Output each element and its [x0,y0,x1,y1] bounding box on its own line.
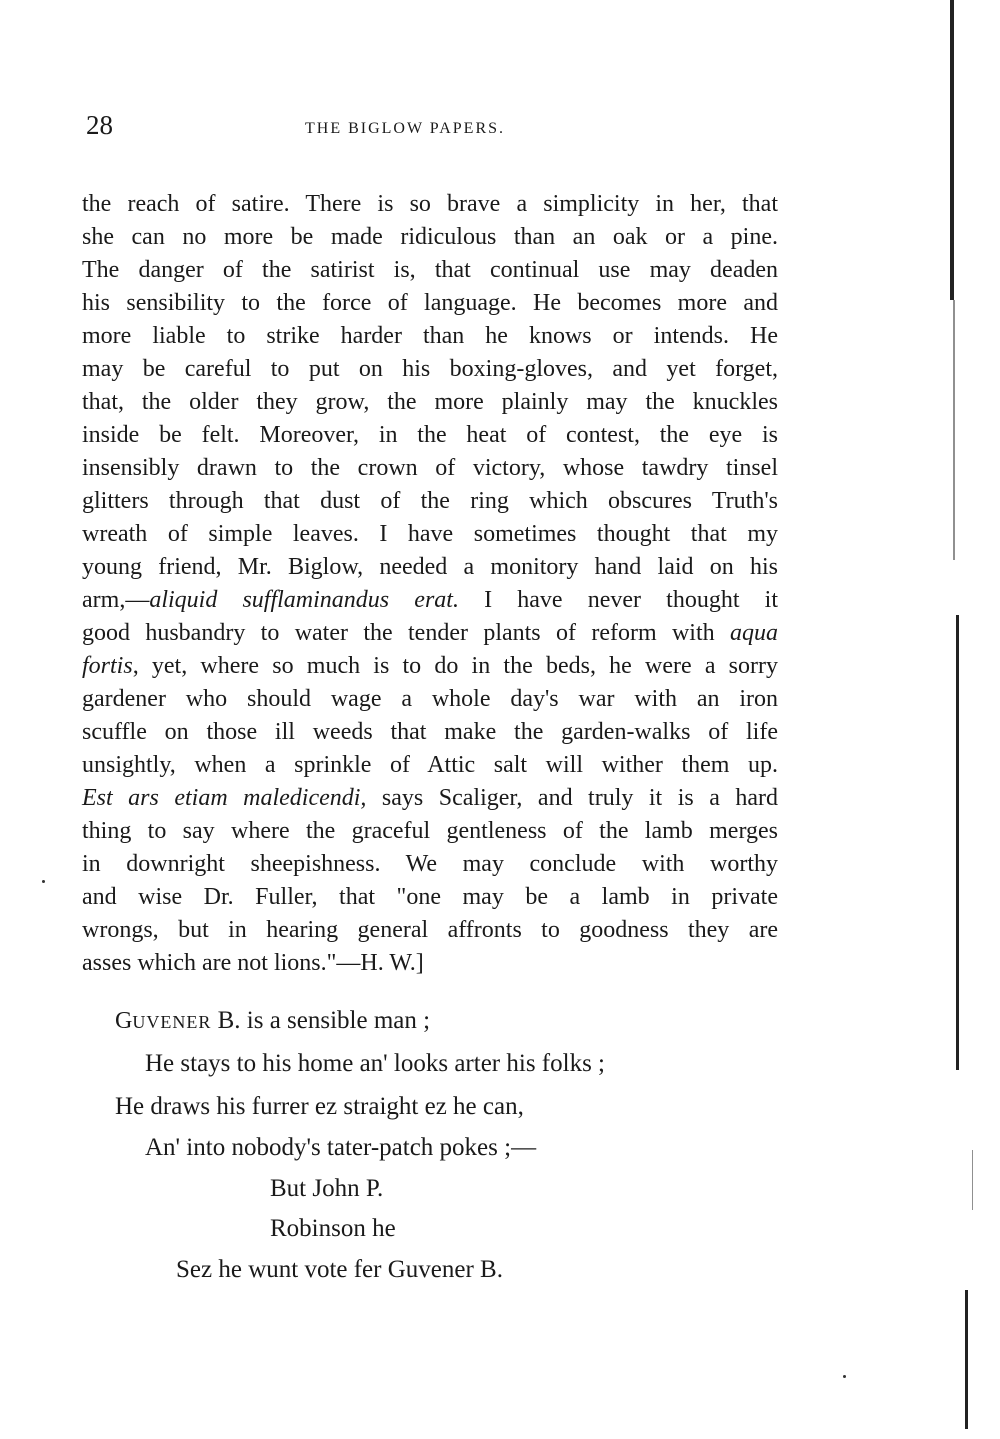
scan-speck [42,880,45,883]
prose-line: unsightly, when a sprinkle of Attic salt will wither them up. [82,752,778,778]
prose-line: asses which are not lions."—H. W.] [82,950,424,976]
prose-line [82,584,778,617]
prose-text: I have never thought it [458,587,778,613]
prose-line: and wise Dr. Fuller, that "one may be a lamb in private [82,884,778,910]
prose-text: arm,— [82,587,150,613]
verse-line: Robinson he [270,1215,396,1242]
verse-text: B. is a sensible man ; [211,1007,431,1034]
latin-phrase: aliquid sufflaminandus erat. [149,587,459,613]
running-title: THE BIGLOW PAPERS. [305,120,506,137]
verse-line: But John P. [270,1175,384,1202]
verse-line [115,1005,430,1038]
prose-line: in downright sheepishness. We may conclude with worthy [82,851,778,877]
scan-edge-mark [965,1290,968,1429]
prose-line: wreath of simple leaves. I have sometimes thought that my [82,521,778,547]
prose-text: good husbandry to water the tender plants of reform with [82,620,730,646]
prose-line: wrongs, but in hearing general affronts to goodness they are [82,917,778,943]
latin-phrase: aqua [730,620,778,646]
verse-small-caps: UVENER [132,1012,212,1032]
page-number: 28 [86,110,113,140]
verse-line: He stays to his home an' looks arter his folks ; [145,1050,605,1077]
scan-speck [843,1375,846,1378]
prose-line: his sensibility to the force of language. He becomes more and [82,290,778,316]
latin-phrase: fortis [82,653,133,679]
prose-line: gardener who should wage a whole day's war with an iron [82,686,778,712]
prose-text: says Scaliger, and truly it is a hard [366,785,778,811]
prose-line [82,650,778,683]
scan-edge-mark [972,1150,973,1210]
prose-paragraph [82,188,778,980]
prose-line: thing to say where the graceful gentleness of the lamb merges [82,818,778,844]
prose-line: The danger of the satirist is, that continual use may deaden [82,257,778,283]
prose-line: more liable to strike harder than he knows or intends. He [82,323,778,349]
verse-line: Sez he wunt vote fer Guvener B. [176,1256,503,1283]
prose-line: the reach of satire. There is so brave a simplicity in her, that [82,191,778,217]
prose-line: she can no more be made ridiculous than an oak or a pine. [82,224,778,250]
prose-line: may be careful to put on his boxing-gloves, and yet forget, [82,356,778,382]
prose-line: scuffle on those ill weeds that make the garden-walks of life [82,719,778,745]
prose-line [82,782,778,815]
prose-line: insensibly drawn to the crown of victory, whose tawdry tinsel [82,455,778,481]
prose-text: , yet, where so much is to do in the beds, he were a sorry [132,653,778,679]
scan-edge-mark [953,300,955,560]
prose-line [82,617,778,650]
prose-line: inside be felt. Moreover, in the heat of contest, the eye is [82,422,778,448]
latin-phrase: Est ars etiam maledicendi, [82,785,367,811]
prose-line: glitters through that dust of the ring which obscures Truth's [82,488,778,514]
verse-line: He draws his furrer ez straight ez he can, [115,1093,524,1120]
scan-edge-mark [950,0,954,300]
prose-line: that, the older they grow, the more plainly may the knuckles [82,389,778,415]
scan-edge-mark [956,615,959,1070]
prose-line: young friend, Mr. Biglow, needed a monitory hand laid on his [82,554,778,580]
verse-line: An' into nobody's tater-patch pokes ;— [145,1134,537,1161]
verse-initial: G [115,1008,133,1034]
